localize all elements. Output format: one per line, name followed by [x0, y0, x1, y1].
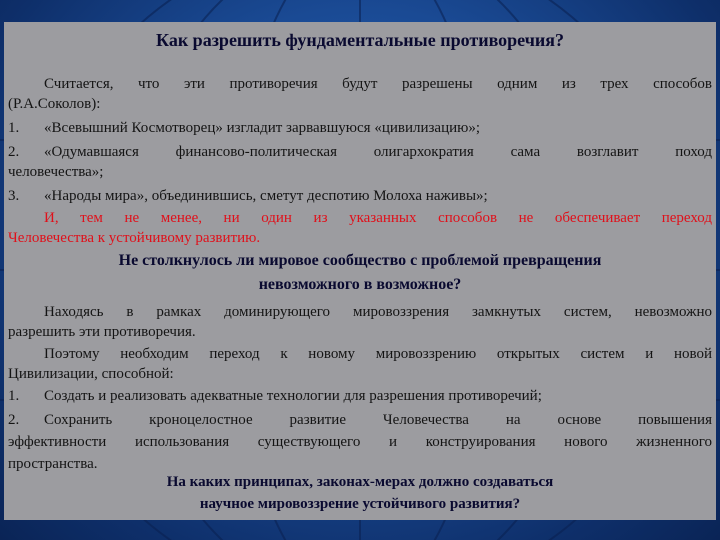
red-statement-line-2: Человечества к устойчивому развитию.: [8, 230, 261, 246]
para-2-line-1: Находясь в рамках доминирующего мировоззрения замкнутых систем, невозможно: [44, 304, 712, 320]
question-1-line-2: невозможного в возможное?: [258, 276, 462, 293]
list2-item-2-cont-1: эффективности использования существующего и конструирования нового жизненного: [8, 434, 712, 450]
question-2-line-1: На каких принципах, законах-мерах должно создаваться: [166, 474, 554, 490]
para-2-line-2: разрешить эти противоречия.: [8, 324, 196, 340]
list1-item-1: [8, 118, 712, 138]
list2-item-2: [8, 410, 712, 430]
list-number: 2.: [8, 144, 20, 160]
para-3-line-1: Поэтому необходим переход к новому мировоззрению открытых систем и новой: [44, 346, 712, 362]
list-number: 1.: [8, 120, 20, 136]
text-panel: [4, 22, 716, 520]
list1-item-2-cont: человечества»;: [8, 164, 104, 180]
question-2-line-2: научное мировоззрение устойчивого развития?: [199, 496, 521, 512]
list2-item-2-cont-2: пространства.: [8, 456, 98, 472]
list-text: Сохранить кроноцелостное развитие Человечества на основе повышения: [44, 412, 712, 428]
list1-item-2: [8, 142, 712, 162]
list-number: 2.: [8, 412, 20, 428]
para-3-line-2: Цивилизации, способной:: [8, 366, 174, 382]
list-text: Создать и реализовать адекватные технологии для разрешения противоречий;: [44, 388, 542, 404]
list2-item-1: [8, 386, 712, 406]
question-1-line-1: Не столкнулось ли мировое сообщество с проблемой превращения: [118, 252, 602, 269]
list-text: «Народы мира», объединившись, сметут деспотию Молоха наживы»;: [44, 188, 488, 204]
intro-line-2: (Р.А.Соколов):: [8, 96, 101, 112]
list1-item-3: [8, 186, 712, 206]
list-number: 1.: [8, 388, 20, 404]
intro-line-1: Считается, что эти противоречия будут разрешены одним из трех способов: [44, 76, 712, 92]
red-statement-line-1: И, тем не менее, ни один из указанных способов не обеспечивает переход: [44, 210, 712, 226]
list-number: 3.: [8, 188, 20, 204]
page-title: Как разрешить фундаментальные противоречия?: [156, 30, 564, 50]
list-text: «Одумавшаяся финансово-политическая олигархократия сама возглавит поход: [44, 144, 712, 160]
list-text: «Всевышний Космотворец» изгладит зарвавшуюся «цивилизацию»;: [44, 120, 481, 136]
